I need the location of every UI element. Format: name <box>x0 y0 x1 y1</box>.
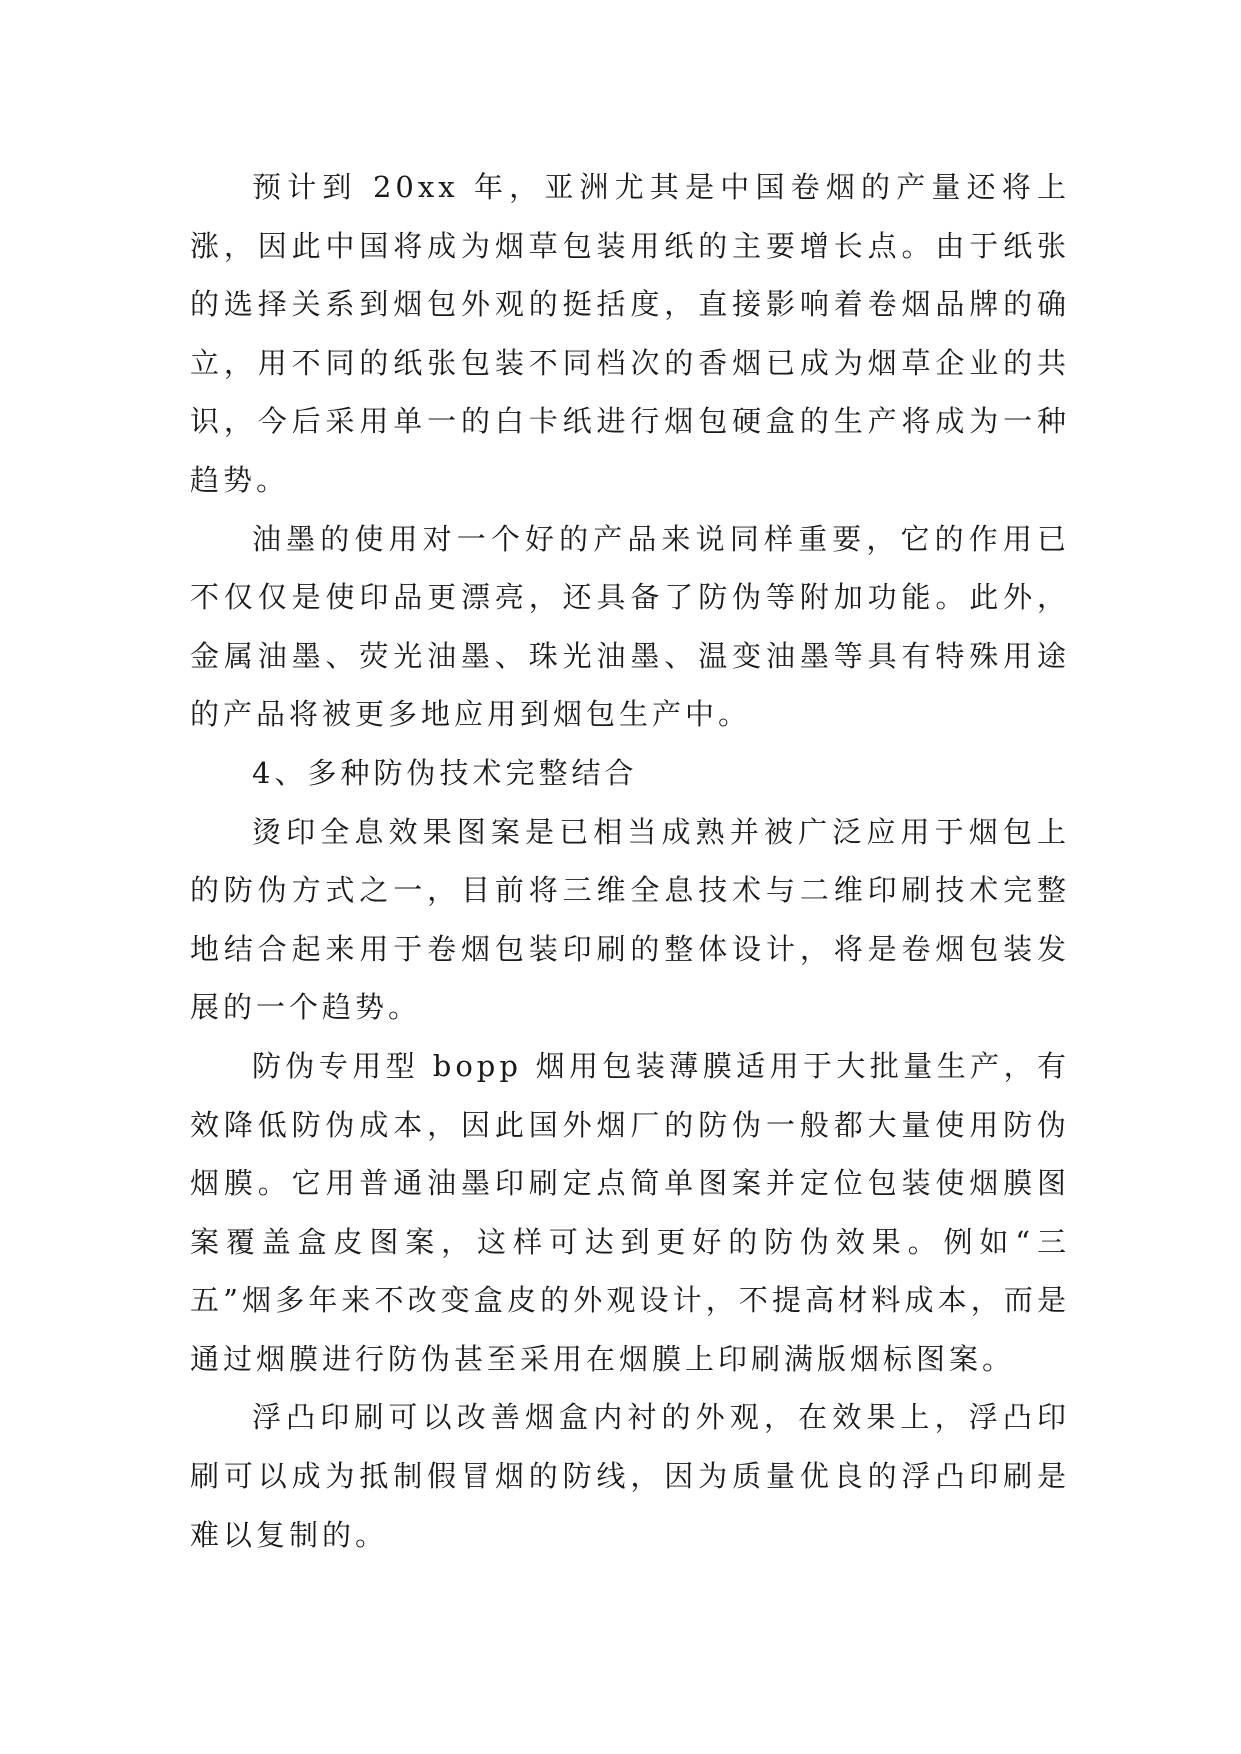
document-body <box>190 158 1070 1564</box>
paragraph-ink-usage: 油墨的使用对一个好的产品来说同样重要，它的作用已不仅仅是使印品更漂亮，还具备了防伪等附加功能。此外，金属油墨、荧光油墨、珠光油墨、温变油墨等具有特殊用途的产品将被更多地应用到烟包生产中。 <box>190 521 1070 732</box>
paragraph-bopp-film: 防伪专用型 bopp 烟用包装薄膜适用于大批量生产，有效降低防伪成本，因此国外烟厂的防伪一般都大量使用防伪烟膜。它用普通油墨印刷定点简单图案并定位包装使烟膜图案覆盖盒皮图案，这样可达到更好的防伪效果。例如“三五”烟多年来不改变盒皮的外观设计，不提高材料成本，而是通过烟膜进行防伪甚至采用在烟膜上印刷满版烟标图案。 <box>190 1048 1070 1376</box>
paragraph-embossing: 浮凸印刷可以改善烟盒内衬的外观，在效果上，浮凸印刷可以成为抵制假冒烟的防线，因为质量优良的浮凸印刷是难以复制的。 <box>190 1400 1070 1552</box>
paragraph-hologram-stamping: 烫印全息效果图案是已相当成熟并被广泛应用于烟包上的防伪方式之一，目前将三维全息技术与二维印刷技术完整地结合起来用于卷烟包装印刷的整体设计，将是卷烟包装发展的一个趋势。 <box>190 814 1070 1025</box>
paragraph-cigarette-paper-trend: 预计到 20xx 年，亚洲尤其是中国卷烟的产量还将上涨，因此中国将成为烟草包装用纸的主要增长点。由于纸张的选择关系到烟包外观的挺括度，直接影响着卷烟品牌的确立，用不同的纸张包装不同档次的香烟已成为烟草企业的共识，今后采用单一的白卡纸进行烟包硬盒的生产将成为一种趋势。 <box>190 170 1070 497</box>
section-heading-anti-counterfeit: 4、多种防伪技术完整结合 <box>252 755 638 790</box>
